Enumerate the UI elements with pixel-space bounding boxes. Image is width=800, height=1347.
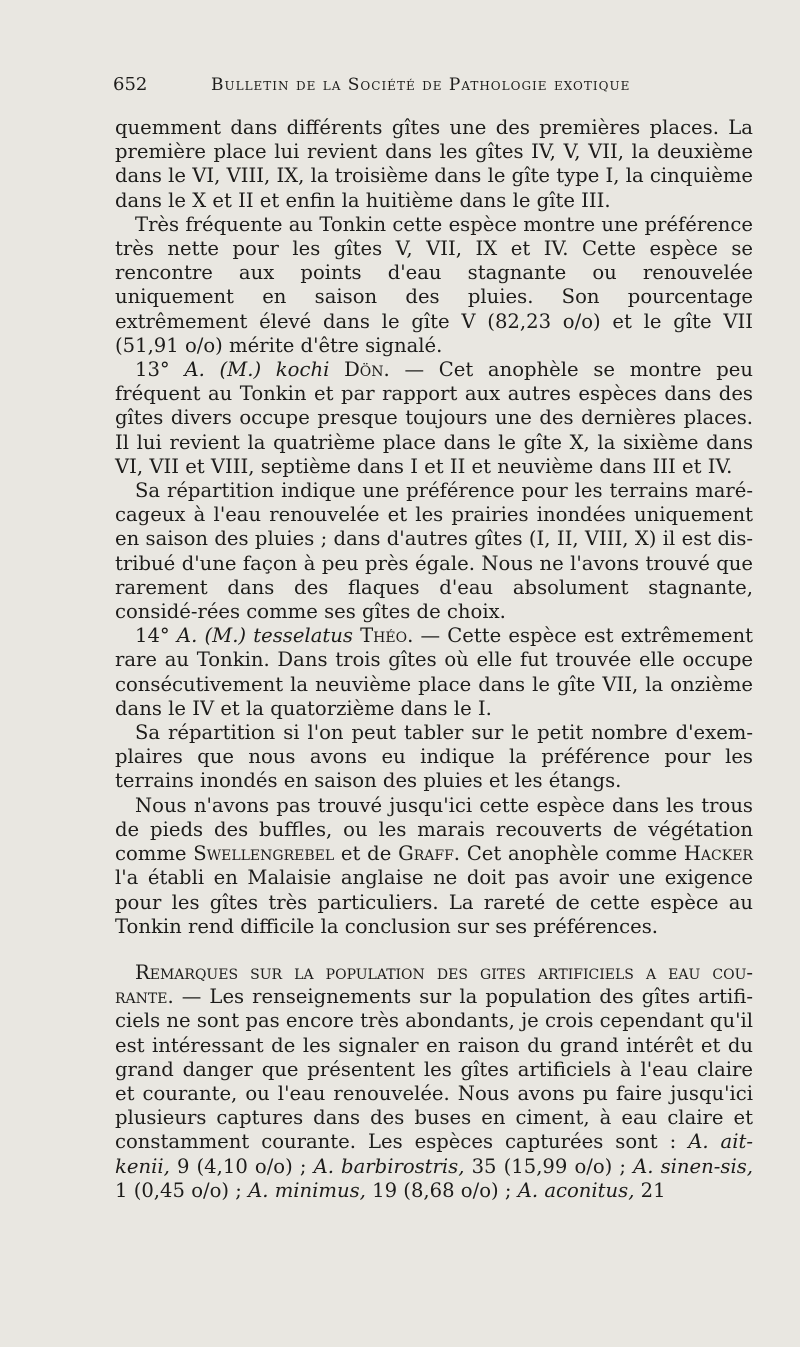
section-heading: Remarques sur la population des gites artificiels a eau cou-rante. bbox=[115, 960, 753, 1009]
paragraph-7-part: et de bbox=[334, 842, 399, 866]
paragraph-1: quemment dans différents gîtes une des premières places. La première place lui revient dans les gîtes IV, V, VII, la deuxième dans le VI, VIII, IX, la troisième dans le gîte type I, la cinquième dans le X et II et enfin la huitième dans le gîte III. bbox=[115, 116, 753, 212]
author-name: Hacker bbox=[683, 842, 753, 866]
paragraph-2: Très fréquente au Tonkin cette espèce montre une préférence très nette pour les gîtes V, VII, IX et IV. Cette espèce se rencontre aux points d'eau stagnante ou renouvelée uniquement en saison des pluies. Son pourcentage extrêmement élevé dans le gîte V (82,23 o/o) et le gîte VII (51,91 o/o) mérite d'être signalé. bbox=[115, 212, 753, 357]
paragraph-4: Sa répartition indique une préférence pour les terrains maré-cageux à l'eau renouvelée et les prairies inondées uniquement en saison des pluies ; dans d'autres gîtes (I, II, VIII, X) il est dis-tribué d'une façon à peu près égale. Nous ne l'avons trouvé que rarement dans des flaques d'eau absolument stagnante, considé-rées comme ses gîtes de choix. bbox=[115, 479, 753, 624]
species-name: A. aconitus, bbox=[517, 1178, 635, 1202]
body-text bbox=[115, 116, 753, 1203]
species-author: Théo. bbox=[360, 624, 414, 648]
paragraph-8-text: — Les renseignements sur la population des gîtes artifi-ciels ne sont pas encore très abondants, je crois cependant qu'il est intéressant de les signaler en raison du grand intérêt et du grand danger que présentent les gîtes artificiels à l'eau claire et courante, ou l'eau renouvelée. Nous avons pu faire jusqu'ici plusieurs captures dans des buses en ciment, à eau claire et constamment courante. Les espèces capturées sont : bbox=[115, 985, 754, 1154]
page-number: 652 bbox=[113, 74, 148, 95]
author-name: Swellengrebel bbox=[193, 842, 335, 866]
species-name: A. (M.) kochi bbox=[184, 358, 330, 382]
species-count: 9 (4,10 o/o) ; bbox=[169, 1154, 314, 1178]
species-name: A. (M.) tesselatus bbox=[176, 624, 353, 648]
paragraph-8 bbox=[115, 961, 753, 1203]
species-name: A. sinen-sis, bbox=[633, 1154, 753, 1178]
paragraph-6: Sa répartition si l'on peut tabler sur le petit nombre d'exem-plaires que nous avons eu indique la préférence pour les terrains inondés en saison des pluies et les étangs. bbox=[115, 721, 753, 793]
paragraph-7 bbox=[115, 794, 753, 939]
author-name: Graff. bbox=[398, 842, 461, 866]
species-author: Dön. bbox=[344, 358, 390, 382]
paragraph-7-part: Nous n'avons pas trouvé jusqu'ici cette espèce dans les trous de pieds des buffles, ou les marais recouverts de végétation comme bbox=[115, 793, 753, 866]
paragraph-3-text: — Cet anophèle se montre peu fréquent au Tonkin et par rapport aux autres espèces dans des gîtes divers occupe presque toujours une des dernières places. Il lui revient la quatrième place dans le gîte X, la sixième dans VI, VII et VIII, septième dans I et II et neuvième dans III et IV. bbox=[115, 358, 753, 478]
species-count: 21 bbox=[634, 1178, 666, 1202]
running-title: Bulletin de la Société de Pathologie exotique bbox=[211, 75, 631, 95]
section-gap bbox=[115, 939, 753, 961]
species-name: A. ait-kenii, bbox=[115, 1130, 753, 1178]
species-name: A. minimus, bbox=[248, 1178, 366, 1202]
paragraph-7-part: Cet anophèle comme bbox=[460, 842, 684, 866]
paragraph-3 bbox=[115, 358, 753, 479]
species-count: 1 (0,45 o/o) ; bbox=[115, 1178, 249, 1202]
paragraph-7-part: l'a établi en Malaisie anglaise ne doit pas avoir une exigence pour les gîtes très particuliers. La rareté de cette espèce au Tonkin rend difficile la conclusion sur ses préférences. bbox=[115, 866, 753, 938]
species-count: 35 (15,99 o/o) ; bbox=[464, 1154, 634, 1178]
species-number: 14° bbox=[135, 624, 177, 648]
species-name: A. barbirostris, bbox=[313, 1154, 465, 1178]
paragraph-5 bbox=[115, 624, 753, 721]
species-count: 19 (8,68 o/o) ; bbox=[365, 1178, 518, 1202]
paragraph-5-text: — Cette espèce est extrêmement rare au Tonkin. Dans trois gîtes où elle fut trouvée elle occupe consécutivement la neuvième place dans le gîte VII, la onzième dans le IV et la quatorzième dans le I. bbox=[115, 624, 753, 720]
species-number: 13° bbox=[135, 358, 185, 382]
